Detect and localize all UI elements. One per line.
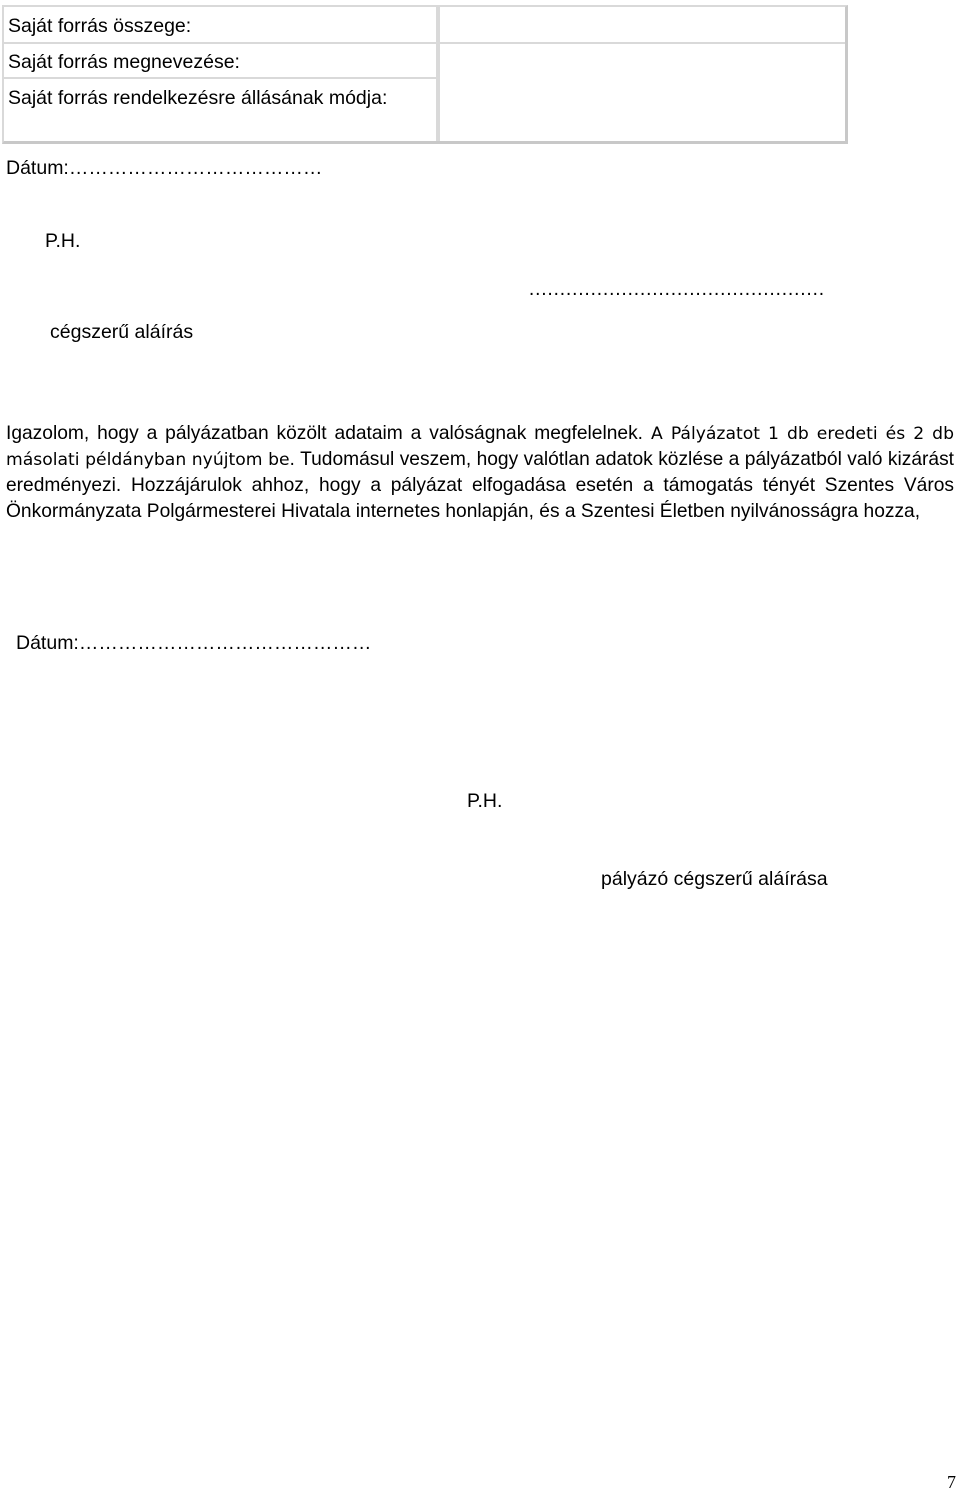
own-funds-label-column [4,7,438,141]
table-divider [4,42,436,44]
page-number: 7 [947,1472,956,1492]
declaration-sentence-1: Igazolom, hogy a pályázatban közölt adataim a valóságnak megfelelnek. [6,423,644,444]
declaration-sentence-3: Tudomásul veszem, hogy valótlan adatok közlése a pályázatból való kizárást eredményezi. [6,449,954,496]
own-funds-value-column[interactable] [438,7,845,141]
applicant-signature-label: pályázó cégszerű aláírása [601,868,828,890]
stamp-placeholder: P.H. [45,230,81,252]
applicant-date-line: Dátum:……………………………………… [16,632,372,654]
declaration-sentence-2: A Pályázatot 1 db eredeti és 2 db másolati példányban nyújtom be. [6,424,954,470]
applicant-stamp-placeholder: P.H. [467,790,503,812]
own-funds-availability-label: Saját forrás rendelkezésre állásának módja: [8,87,388,109]
table-divider [4,77,436,79]
own-funds-table [2,5,848,144]
declaration-sentence-4: Hozzájárulok ahhoz, hogy a pályázat elfogadása esetén a támogatás tényét Szentes Város Önkormányzata Polgármesterei Hivatala internetes honlapján, és a Szentesi Életben nyilvánosságra hozza, [6,475,954,522]
date-line: Dátum:………………………………… [6,157,323,179]
declaration-paragraph [6,421,954,525]
own-funds-amount-label: Saját forrás összege: [8,15,192,37]
signature-line: ………………………………………… [528,278,824,300]
signature-label: cégszerű aláírás [50,321,194,343]
own-funds-name-label: Saját forrás megnevezése: [8,51,240,73]
table-divider [440,42,845,44]
